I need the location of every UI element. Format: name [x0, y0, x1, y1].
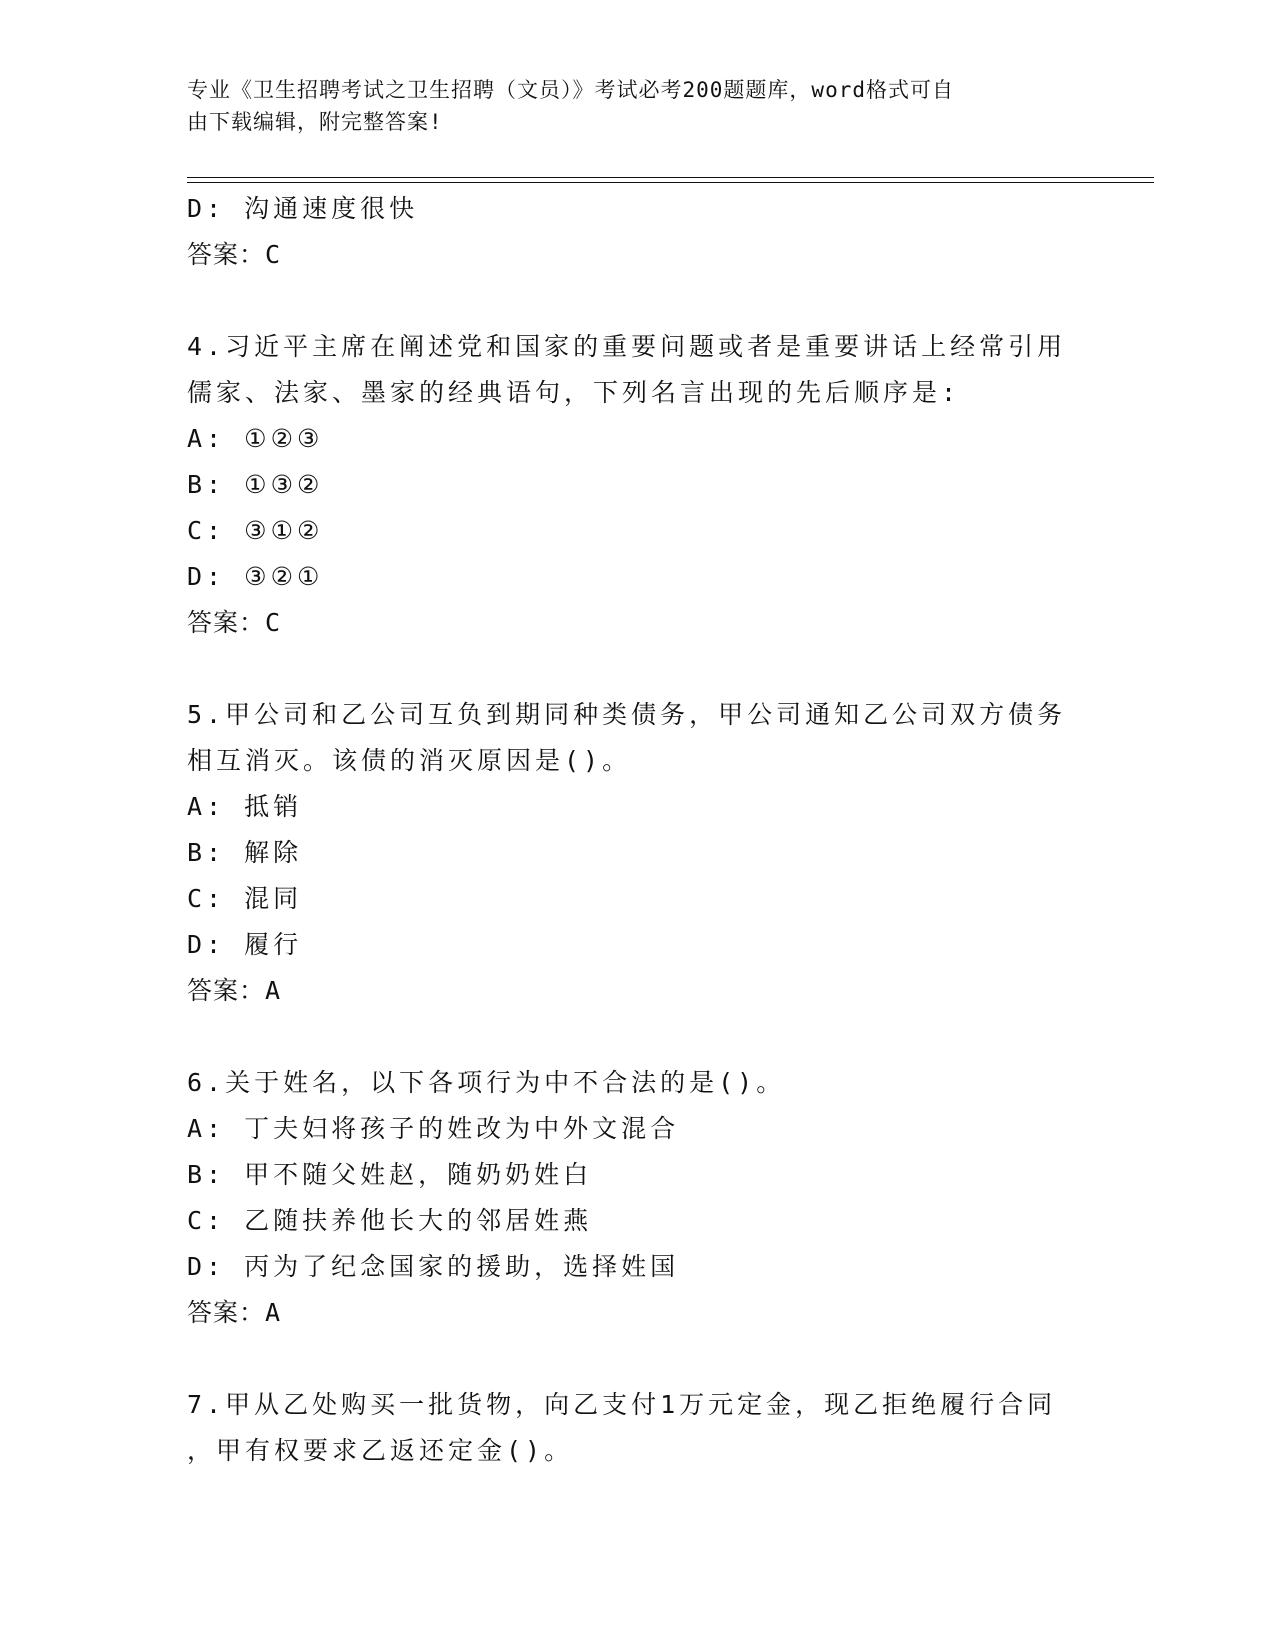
option-a: A: 抵销 — [187, 792, 303, 821]
answer-value: C — [265, 608, 282, 637]
answer-label: 答案： — [187, 240, 266, 269]
option-d: D: 沟通速度很快 — [187, 194, 419, 223]
answer-value: C — [265, 240, 282, 269]
answer-value: A — [265, 1298, 282, 1327]
question-list — [187, 186, 1087, 1474]
header-line-2: 由下载编辑，附完整答案! — [187, 110, 443, 134]
answer-label: 答案： — [187, 976, 266, 1005]
answer — [187, 1290, 1087, 1336]
option-d: D: 履行 — [187, 930, 303, 959]
option-b: B: 解除 — [187, 838, 303, 867]
option-d: D: 丙为了纪念国家的援助，选择姓国 — [187, 1252, 680, 1281]
document-header — [187, 74, 1067, 138]
option-b: B: ①③② — [187, 470, 324, 499]
question-7 — [187, 1382, 1087, 1474]
option-d: D: ③②① — [187, 562, 324, 591]
question-stem-line-1: 5.甲公司和乙公司互负到期同种类债务，甲公司通知乙公司双方债务 — [187, 700, 1067, 729]
answer-label: 答案： — [187, 608, 266, 637]
question-stem-line-1: 4.习近平主席在阐述党和国家的重要问题或者是重要讲话上经常引用 — [187, 332, 1067, 361]
question-stem-line-1: 7.甲从乙处购买一批货物，向乙支付1万元定金，现乙拒绝履行合同 — [187, 1390, 1057, 1419]
option-b: B: 甲不随父姓赵，随奶奶姓白 — [187, 1160, 593, 1189]
question-stem-line-2: 儒家、法家、墨家的经典语句，下列名言出现的先后顺序是: — [187, 378, 961, 407]
header-line-1: 专业《卫生招聘考试之卫生招聘（文员）》考试必考200题题库，word格式可自 — [187, 78, 954, 102]
header-rule-bottom — [187, 182, 1154, 183]
answer-label: 答案： — [187, 1298, 266, 1327]
option-c: C: ③①② — [187, 516, 324, 545]
option-c: C: 混同 — [187, 884, 303, 913]
answer — [187, 600, 1087, 646]
option-a: A: ①②③ — [187, 424, 324, 453]
question-stem-line-2: ，甲有权要求乙返还定金()。 — [187, 1436, 574, 1465]
answer-value: A — [265, 976, 282, 1005]
question-stem-line-2: 相互消灭。该债的消灭原因是()。 — [187, 746, 632, 775]
question-stem-line-1: 6.关于姓名，以下各项行为中不合法的是()。 — [187, 1068, 786, 1097]
answer — [187, 232, 1087, 278]
option-a: A: 丁夫妇将孩子的姓改为中外文混合 — [187, 1114, 680, 1143]
answer — [187, 968, 1087, 1014]
question-4 — [187, 324, 1087, 646]
option-c: C: 乙随扶养他长大的邻居姓燕 — [187, 1206, 593, 1235]
question-3 — [187, 186, 1087, 278]
question-5 — [187, 692, 1087, 1014]
header-rule-top — [187, 177, 1154, 178]
question-6 — [187, 1060, 1087, 1336]
